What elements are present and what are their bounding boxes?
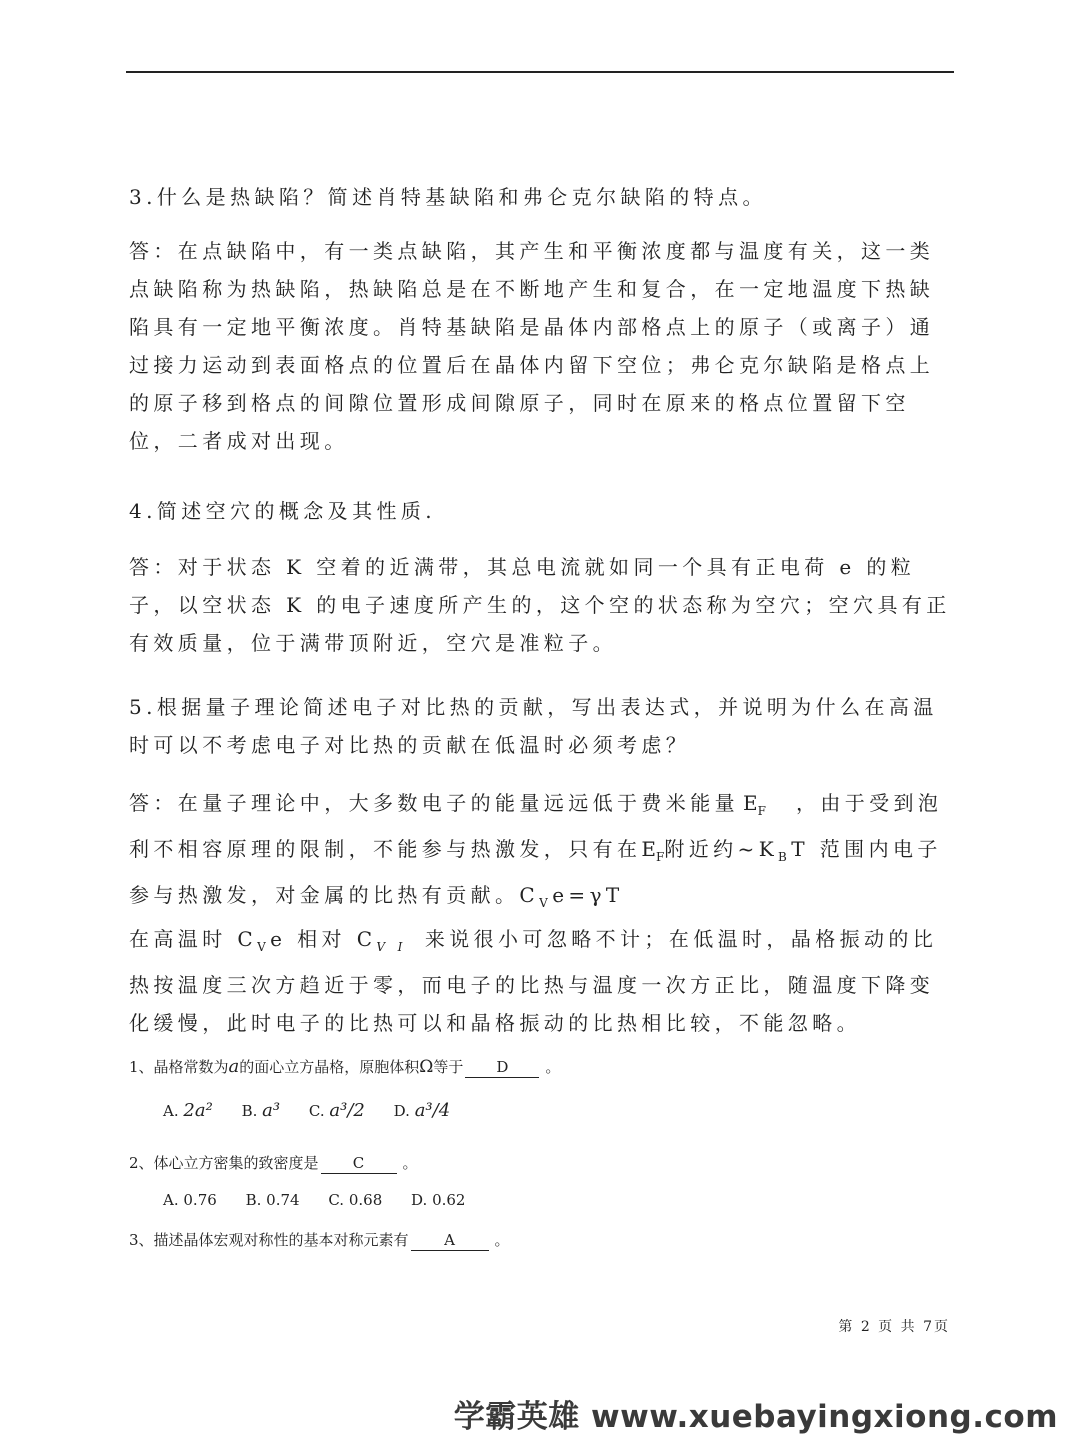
option-a: A. 2a² [163, 1100, 213, 1121]
answer-5b-text-2: e 相对 C [270, 927, 377, 951]
question-5: 5.根据量子理论简述电子对比热的贡献，写出表达式，并说明为什么在高温时可以不考虑电子对比热的贡献在低温时必须考虑？ [129, 695, 938, 757]
fermi-energy-symbol: $E_F$ [743, 791, 766, 818]
option-c: C. a³/2 [308, 1100, 365, 1121]
mc-question-1-text-2: 的面心立方晶格，原胞体积 [239, 1058, 420, 1076]
fermi-energy-symbol-2: $E_F$ [641, 837, 665, 864]
question-3: 3.什么是热缺陷？简述肖特基缺陷和弗仑克尔缺陷的特点。 [129, 185, 767, 209]
mc-question-3 [129, 1229, 510, 1251]
mc-options-2 [163, 1191, 489, 1209]
watermark: 学霸英雄 www.xuebayingxiong.com [453, 1399, 1058, 1435]
answer-blank-2: C [321, 1154, 397, 1174]
mc-question-2 [129, 1152, 418, 1174]
answer-5 [129, 784, 951, 922]
option-d: D. a³/4 [393, 1100, 451, 1121]
answer-5-text-1: 答：在量子理论中，大多数电子的能量远远低于费米能量 [129, 791, 739, 815]
option-d: D. 0.62 [411, 1191, 466, 1209]
answer-3: 答：在点缺陷中，有一类点缺陷，其产生和平衡浓度都与温度有关，这一类点缺陷称为热缺陷，热缺陷总是在不断地产生和复合，在一定地温度下热缺陷具有一定地平衡浓度。肖特基缺陷是晶体内部格点上的原子（或离子）通过接力运动到表面格点的位置后在晶体内留下空位；弗仑克尔缺陷是格点上的原子移到格点的间隙位置形成间隙原子，同时在原来的格点位置留下空位，二者成对出现。 [129, 239, 935, 453]
lattice-constant-symbol: a [228, 1056, 240, 1077]
answer-5-text-4: T 范围内电子参与热激发，对金属的比热有贡献。C [129, 837, 942, 907]
answer-5b-text-3: 来说很小可忽略不计；在低温时，晶格振动的比热按温度三次方趋近于零，而电子的比热与温度一次方正比，随温度下降变化缓慢，此时电子的比热可以和晶格振动的比热相比较，不能忽略。 [129, 927, 938, 1035]
option-b: B. 0.74 [245, 1191, 300, 1209]
answer-5-continued [129, 920, 951, 1042]
question-4: 4.简述空穴的概念及其性质. [129, 499, 437, 523]
mc-question-1-text-3: 等于 [433, 1058, 464, 1076]
mc-question-1-end: 。 [545, 1058, 561, 1076]
answer-blank-1: D [465, 1058, 539, 1078]
answer-5b-text-1: 在高温时 C [129, 927, 258, 951]
cv-subscript-2: V [257, 940, 271, 954]
mc-question-2-text: 2、体心立方密集的致密度是 [129, 1154, 319, 1172]
header-rule [126, 71, 954, 73]
mc-question-1 [129, 1056, 560, 1078]
cvl-subscript: V I [376, 940, 407, 954]
answer-blank-3: A [411, 1231, 489, 1251]
answer-5-formula: e=γT [552, 883, 624, 907]
option-b: B. a³ [241, 1100, 281, 1121]
option-c: C. 0.68 [328, 1191, 383, 1209]
cv-subscript: V [539, 896, 553, 910]
mc-question-2-end: 。 [402, 1154, 418, 1172]
option-a: A. 0.76 [163, 1191, 217, 1209]
boltzmann-subscript: B [778, 850, 792, 864]
page-number: 第 2 页 共 7页 [838, 1319, 950, 1335]
answer-5-text-2: ，由于受到泡利不相容原理的限制，不能参与热激发，只有在 [129, 791, 943, 861]
mc-question-3-end: 。 [494, 1231, 510, 1249]
answer-4: 答：对于状态 K 空着的近满带，其总电流就如同一个具有正电荷 e 的粒子，以空状态 K 的电子速度所产生的，这个空的状态称为空穴；空穴具有正有效质量，位于满带顶附近，空穴是准粒子。 [129, 555, 951, 655]
volume-symbol: Ω [419, 1057, 434, 1077]
answer-5-text-3: 附近约~K [664, 837, 779, 861]
mc-question-3-text: 3、描述晶体宏观对称性的基本对称元素有 [129, 1231, 409, 1249]
mc-question-1-text: 1、晶格常数为 [129, 1058, 229, 1076]
mc-options-1 [163, 1100, 474, 1121]
